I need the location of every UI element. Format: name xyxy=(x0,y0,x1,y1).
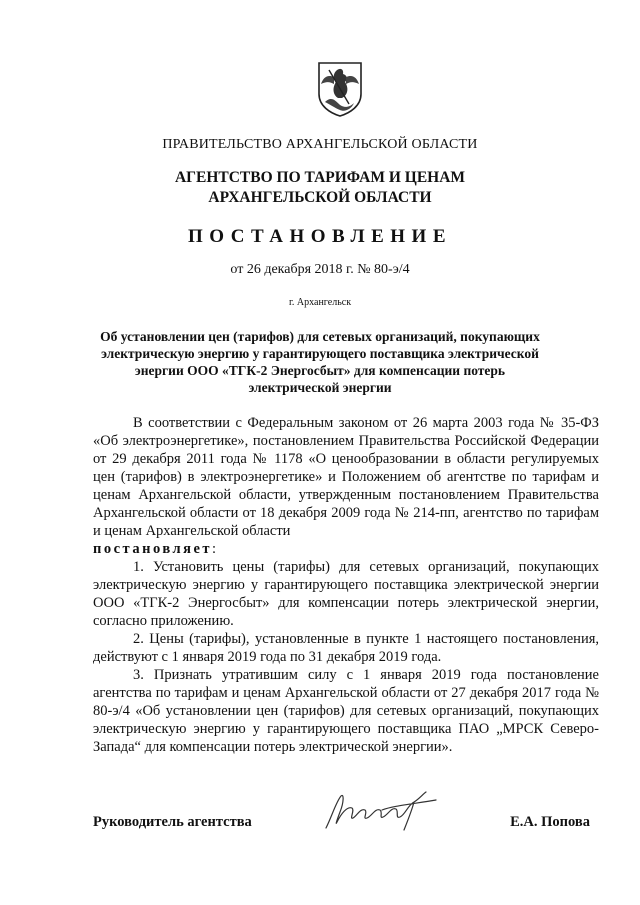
document-city: г. Архангельск xyxy=(288,297,352,308)
coat-of-arms-icon xyxy=(316,60,364,118)
decree-word: постановляет xyxy=(93,541,213,557)
subject-line3: энергии ООО «ТГК-2 Энергосбыт» для компенсации потерь xyxy=(134,363,506,378)
subject-line1: Об установлении цен (тарифов) для сетевых организаций, покупающих xyxy=(100,329,540,344)
handwritten-signature xyxy=(322,788,440,836)
agency-name-line2: АРХАНГЕЛЬСКОЙ ОБЛАСТИ xyxy=(208,189,432,206)
signatory-title: Руководитель агентства xyxy=(93,814,252,830)
item-2-paragraph: 2. Цены (тарифы), установленные в пункте 1 настоящего постановления, действуют с 1 января 2019 года по 31 декабря 2019 года. xyxy=(93,631,599,665)
document-body xyxy=(93,414,599,756)
item-3-paragraph: 3. Признать утратившим силу с 1 января 2019 года постановление агентства по тарифам и ценам Архангельской области от 27 декабря 2017 года № 80-э/4 «Об установлении цен (тарифов) для сетевых организаций, покупающих электрическую энергию у гарантирующего поставщика ПАО „МРСК Северо-Запада“ для компенсации потерь электрической энергии». xyxy=(93,667,599,755)
agency-name-line1: АГЕНТСТВО ПО ТАРИФАМ И ЦЕНАМ xyxy=(174,169,466,186)
item-1-paragraph: 1. Установить цены (тарифы) для сетевых организаций, покупающих электрическую энергию у гарантирующего поставщика электрической энергии ООО «ТГК-2 Энергосбыт» для компенсации потерь электрической энергии, согласно приложению. xyxy=(93,559,599,629)
decree-colon: : xyxy=(212,541,217,557)
subject-line4: электрической энергии xyxy=(248,380,392,395)
subject-line2: электрическую энергию у гарантирующего поставщика электрической xyxy=(101,346,539,361)
decree-line xyxy=(93,540,599,558)
preamble-paragraph: В соответствии с Федеральным законом от 26 марта 2003 года № 35-ФЗ «Об электроэнергетике», постановлением Правительства Российской Федерации от 29 декабря 2011 года № 1178 «О ценообразовании в области регулируемых цен (тарифов) в электроэнергетике» и Положением об агентстве по тарифам и ценам Архангельской области, утвержденным постановлением Правительства Архангельской области от 18 декабря 2009 года № 214-пп, агентство по тарифам и ценам Архангельской области xyxy=(93,415,599,539)
document-type-title: ПОСТАНОВЛЕНИЕ xyxy=(187,226,453,247)
document-date-number: от 26 декабря 2018 г. № 80-э/4 xyxy=(230,262,410,277)
government-name: ПРАВИТЕЛЬСТВО АРХАНГЕЛЬСКОЙ ОБЛАСТИ xyxy=(162,137,478,152)
document-subject xyxy=(100,328,540,396)
signatory-name: Е.А. Попова xyxy=(510,814,590,830)
agency-name xyxy=(0,168,640,208)
